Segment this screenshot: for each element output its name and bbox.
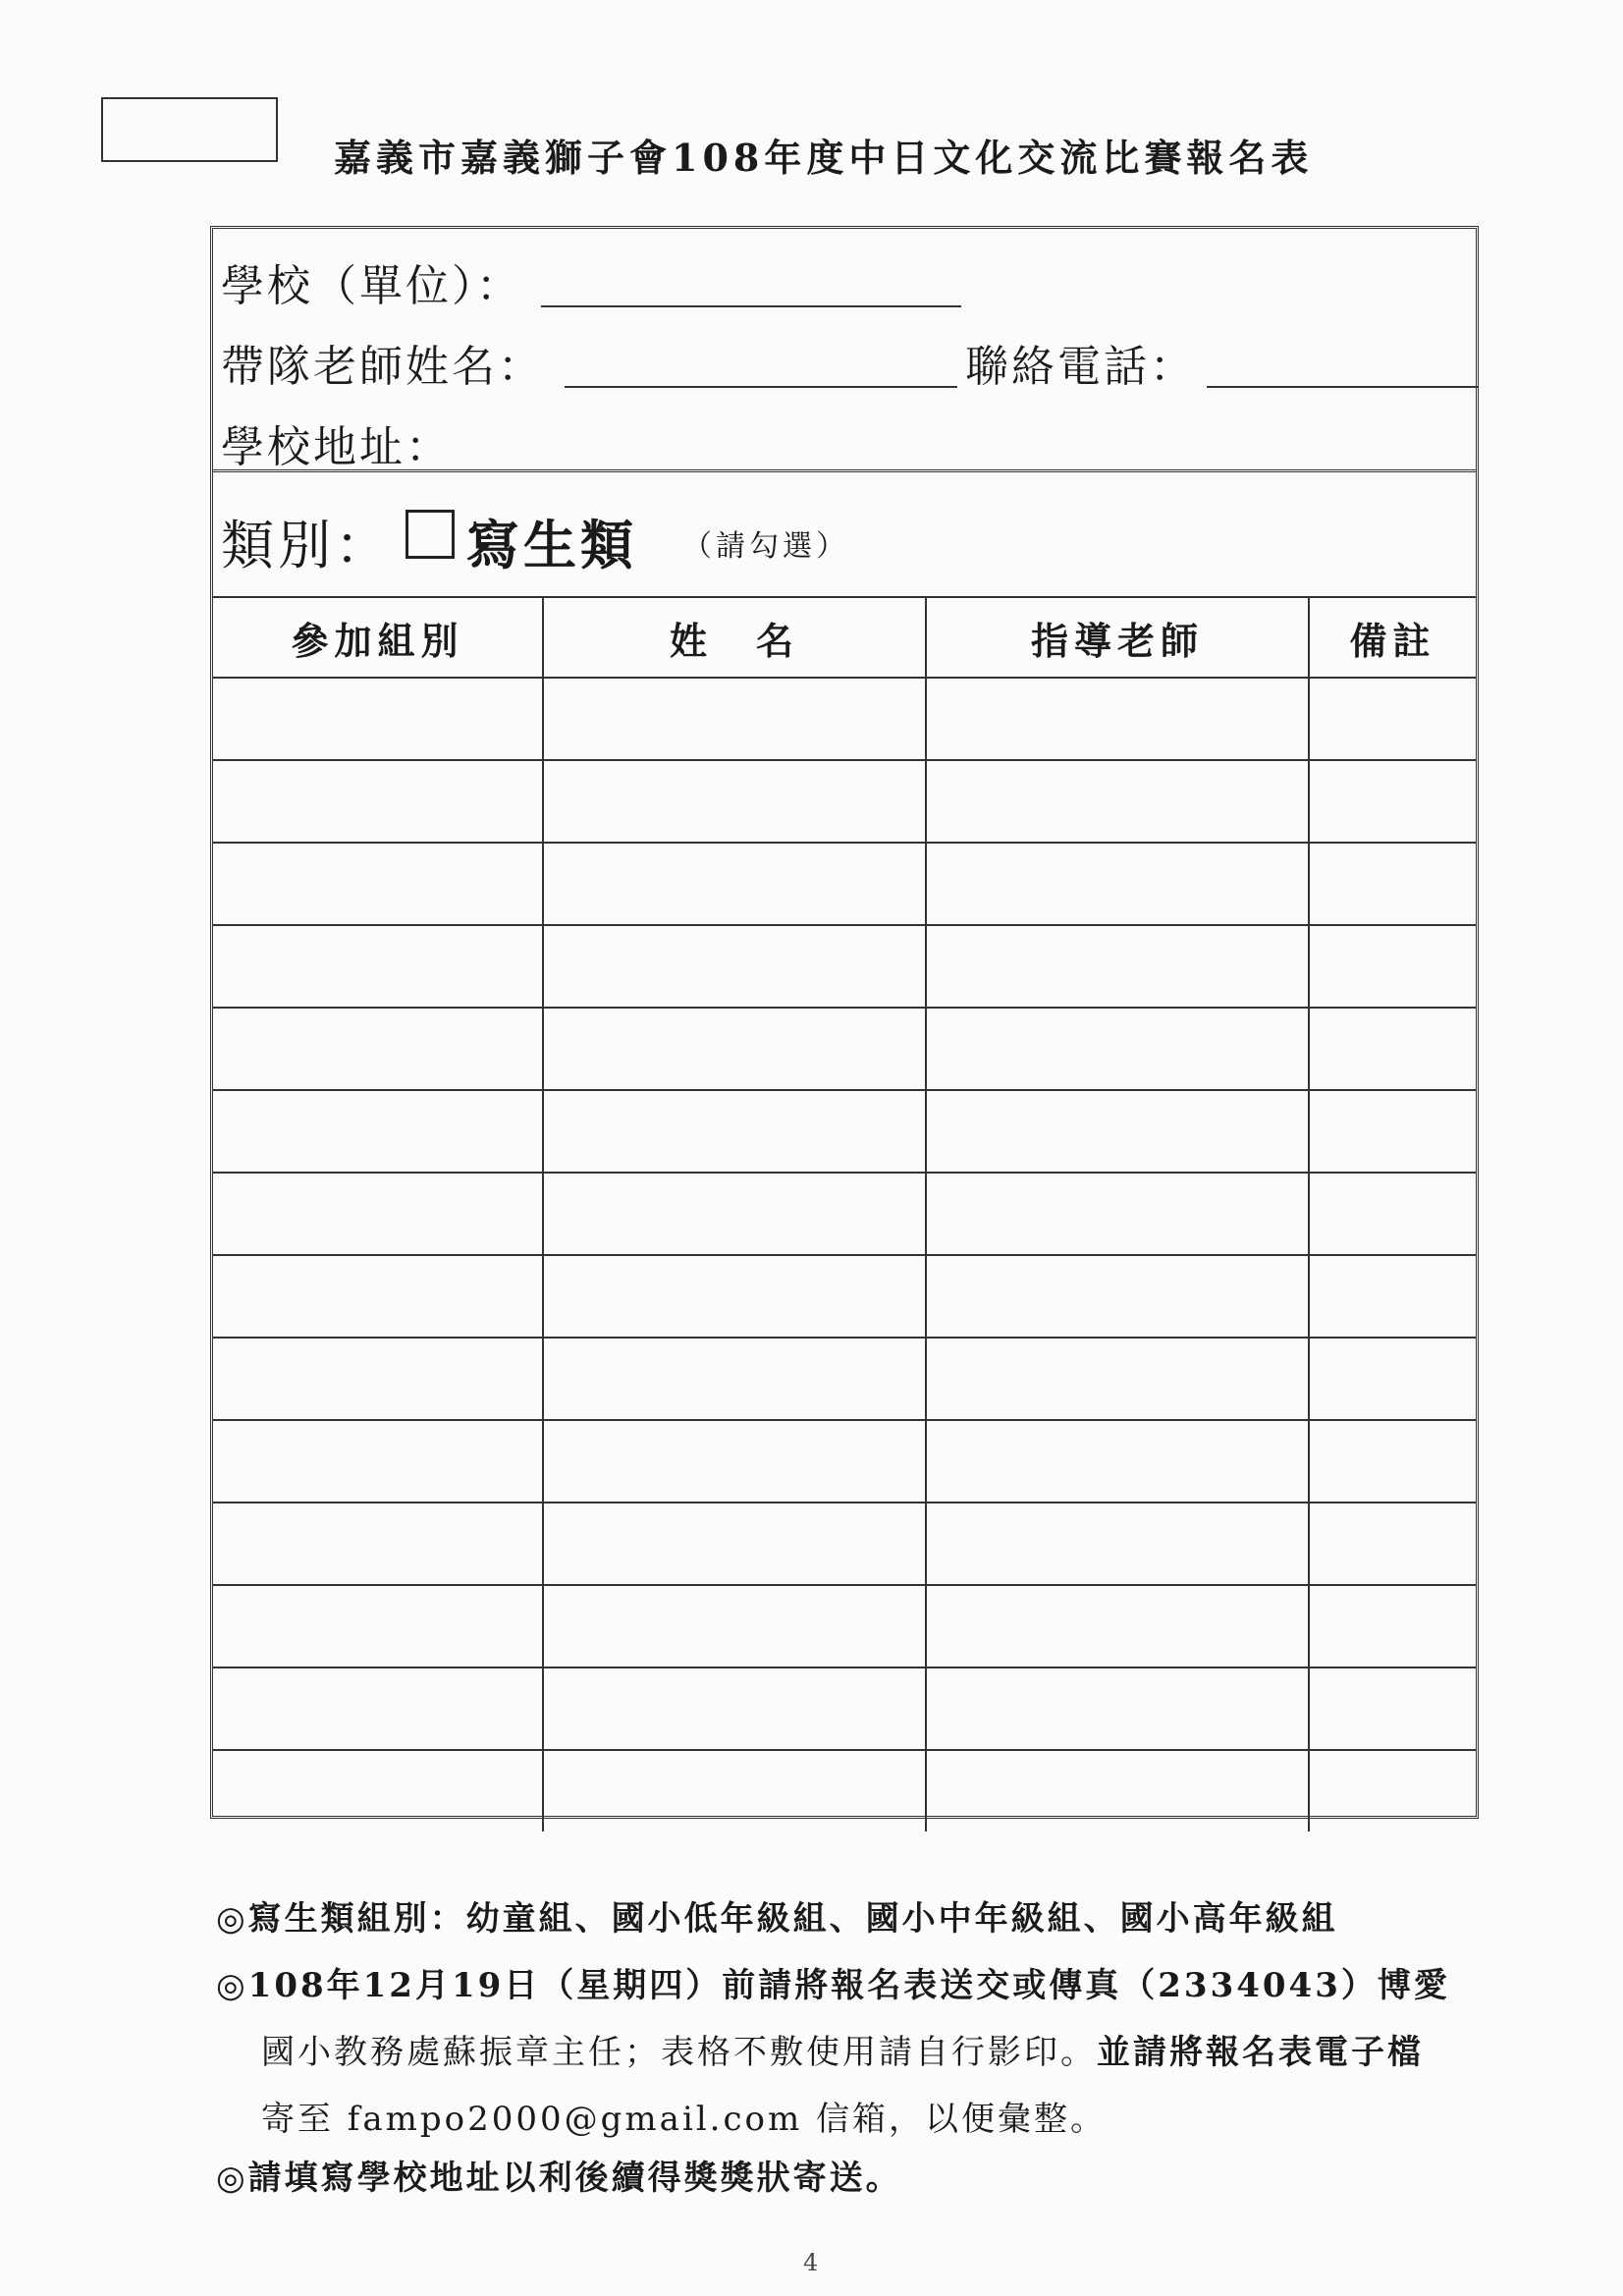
teacher-name-field[interactable] — [565, 386, 957, 388]
sketch-category-checkbox[interactable] — [406, 510, 455, 559]
group-cell[interactable] — [213, 1090, 543, 1173]
phone-label: 聯絡電話： — [965, 342, 1196, 392]
name-cell[interactable] — [543, 843, 926, 925]
table-row — [213, 1255, 1476, 1338]
remarks-cell[interactable] — [1309, 1585, 1476, 1667]
teacher-cell[interactable] — [926, 760, 1309, 843]
table-row — [213, 1008, 1476, 1090]
form-title: 嘉義市嘉義獅子會108年度中日文化交流比賽報名表 — [334, 136, 1314, 180]
header-teacher: 指導老師 — [926, 598, 1309, 678]
page-number: 4 — [803, 2249, 819, 2276]
teacher-cell[interactable] — [926, 925, 1309, 1008]
group-cell[interactable] — [213, 925, 543, 1008]
group-cell[interactable] — [213, 1255, 543, 1338]
teacher-cell[interactable] — [926, 1255, 1309, 1338]
remarks-cell[interactable] — [1309, 843, 1476, 925]
table-row — [213, 843, 1476, 925]
name-cell[interactable] — [543, 1667, 926, 1750]
remarks-cell[interactable] — [1309, 760, 1476, 843]
table-row — [213, 760, 1476, 843]
table-row — [213, 1420, 1476, 1503]
note-groups: ◎寫生類組別：幼童組、國小低年級組、國小中年級組、國小高年級組 — [216, 1899, 1338, 1939]
remarks-cell[interactable] — [1309, 1255, 1476, 1338]
teacher-cell[interactable] — [926, 1750, 1309, 1831]
name-cell[interactable] — [543, 1420, 926, 1503]
table-row — [213, 925, 1476, 1008]
name-cell[interactable] — [543, 760, 926, 843]
group-cell[interactable] — [213, 1338, 543, 1420]
blank-number-box — [101, 97, 278, 162]
name-cell[interactable] — [543, 1503, 926, 1585]
name-cell[interactable] — [543, 1090, 926, 1173]
category-hint: （請勾選） — [682, 529, 849, 564]
name-cell[interactable] — [543, 678, 926, 760]
header-name: 姓 名 — [543, 598, 926, 678]
table-row — [213, 1585, 1476, 1667]
category-name: 寫生類 — [466, 514, 637, 576]
phone-field[interactable] — [1207, 386, 1478, 388]
table-row — [213, 1667, 1476, 1750]
teacher-cell[interactable] — [926, 843, 1309, 925]
remarks-cell[interactable] — [1309, 1750, 1476, 1831]
group-cell[interactable] — [213, 1585, 543, 1667]
participant-table — [213, 598, 1476, 1831]
table-row — [213, 1173, 1476, 1255]
note-contact-text: 國小教務處蘇振章主任；表格不敷使用請自行影印。 — [261, 2033, 1097, 2072]
header-group: 參加組別 — [213, 598, 543, 678]
remarks-cell[interactable] — [1309, 925, 1476, 1008]
remarks-cell[interactable] — [1309, 1090, 1476, 1173]
category-section — [213, 472, 1476, 598]
name-cell[interactable] — [543, 1173, 926, 1255]
table-row — [213, 678, 1476, 760]
teacher-cell[interactable] — [926, 1585, 1309, 1667]
group-cell[interactable] — [213, 1008, 543, 1090]
school-info-section — [213, 229, 1476, 472]
teacher-cell[interactable] — [926, 1420, 1309, 1503]
school-field[interactable] — [541, 305, 961, 307]
name-cell[interactable] — [543, 1255, 926, 1338]
teacher-cell[interactable] — [926, 1667, 1309, 1750]
teacher-cell[interactable] — [926, 1503, 1309, 1585]
header-remarks: 備註 — [1309, 598, 1476, 678]
teacher-cell[interactable] — [926, 1173, 1309, 1255]
name-cell[interactable] — [543, 1008, 926, 1090]
name-cell[interactable] — [543, 1585, 926, 1667]
group-cell[interactable] — [213, 1173, 543, 1255]
remarks-cell[interactable] — [1309, 1503, 1476, 1585]
registration-form — [210, 226, 1479, 1819]
remarks-cell[interactable] — [1309, 1008, 1476, 1090]
teacher-cell[interactable] — [926, 1338, 1309, 1420]
table-header-row — [213, 598, 1476, 678]
group-cell[interactable] — [213, 1750, 543, 1831]
remarks-cell[interactable] — [1309, 1338, 1476, 1420]
category-label: 類別： — [221, 515, 392, 576]
note-address: ◎請填寫學校地址以利後續得獎獎狀寄送。 — [216, 2159, 902, 2198]
group-cell[interactable] — [213, 1503, 543, 1585]
remarks-cell[interactable] — [1309, 678, 1476, 760]
teacher-label: 帶隊老師姓名： — [221, 342, 544, 392]
table-row — [213, 1338, 1476, 1420]
name-cell[interactable] — [543, 1338, 926, 1420]
group-cell[interactable] — [213, 1667, 543, 1750]
note-email-request: 並請將報名表電子檔 — [1097, 2033, 1424, 2072]
name-cell[interactable] — [543, 925, 926, 1008]
table-row — [213, 1750, 1476, 1831]
remarks-cell[interactable] — [1309, 1420, 1476, 1503]
remarks-cell[interactable] — [1309, 1173, 1476, 1255]
group-cell[interactable] — [213, 843, 543, 925]
group-cell[interactable] — [213, 678, 543, 760]
note-email: 寄至 fampo2000@gmail.com 信箱，以便彙整。 — [261, 2100, 1108, 2139]
remarks-cell[interactable] — [1309, 1667, 1476, 1750]
school-label: 學校（單位）： — [221, 261, 522, 311]
teacher-cell[interactable] — [926, 678, 1309, 760]
teacher-cell[interactable] — [926, 1090, 1309, 1173]
group-cell[interactable] — [213, 1420, 543, 1503]
name-cell[interactable] — [543, 1750, 926, 1831]
address-label: 學校地址： — [221, 422, 452, 472]
group-cell[interactable] — [213, 760, 543, 843]
note-deadline: ◎108年12月19日（星期四）前請將報名表送交或傳真（2334043）博愛 — [216, 1966, 1450, 2005]
table-row — [213, 1503, 1476, 1585]
table-row — [213, 1090, 1476, 1173]
note-contact — [261, 2025, 1424, 2073]
teacher-cell[interactable] — [926, 1008, 1309, 1090]
